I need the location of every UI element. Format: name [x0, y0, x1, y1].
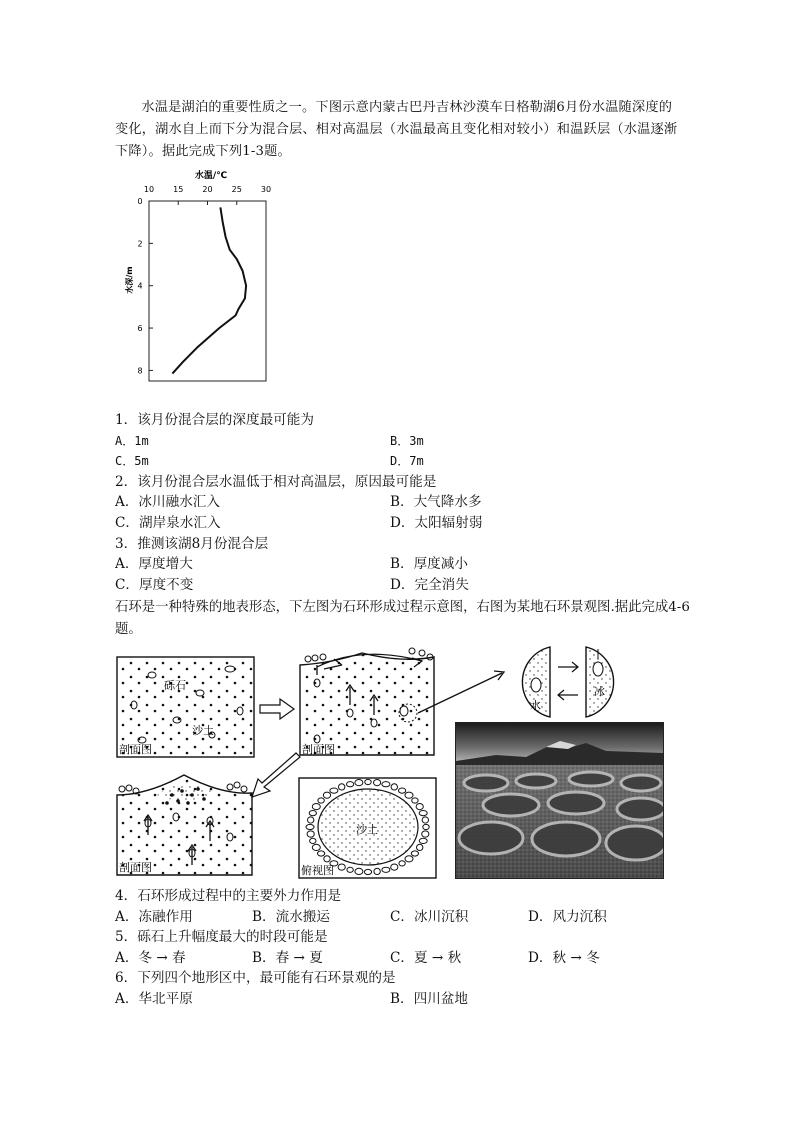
label-profile-3: 剖面图 [119, 861, 152, 874]
y-tick-label: 0 [137, 197, 143, 206]
answer-option[interactable]: A．厚度增大 [115, 556, 193, 573]
y-tick-labels [137, 197, 142, 375]
water-temperature-chart [118, 168, 278, 390]
profile-panel-2 [300, 648, 434, 756]
answer-option[interactable]: D．完全消失 [390, 576, 469, 593]
intro-paragraph: 水温是湖泊的重要性质之一。下图示意内蒙古巴丹吉林沙漠车日格勒湖6月份水温随深度的变化，湖水自上而下分为混合层、相对高温层（水温最高且变化相对较小）和温跃层（水温逐渐下降）。据此完成下列1-3题。 [115, 100, 678, 159]
label-soil-top: 沙土 [356, 823, 378, 836]
y-tick-label: 8 [137, 366, 143, 376]
x-tick-label: 20 [202, 185, 213, 194]
answer-option[interactable]: D．7m [390, 454, 424, 469]
label-water: 水 [530, 699, 541, 712]
question-stem: 2．该月份混合层水温低于相对高温层，原因最可能是 [115, 473, 437, 490]
answer-option[interactable]: B．春 → 夏 [252, 949, 323, 966]
answer-option[interactable]: C．湖岸泉水汇入 [115, 515, 221, 531]
answer-option[interactable]: A．1m [115, 433, 149, 448]
x-tick-label: 15 [173, 185, 184, 194]
chart-xlabel: 水温/℃ [194, 171, 228, 181]
label-profile-1: 剖面图 [119, 743, 152, 756]
question-stem: 3．推测该湖8月份混合层 [115, 535, 269, 552]
label-ice: 冰 [594, 685, 605, 698]
question-stem: 1．该月份混合层的深度最可能为 [115, 412, 314, 428]
answer-option[interactable]: D．秋 → 冬 [528, 949, 600, 966]
question-stem: 6．下列四个地形区中，最可能有石环景观的是 [115, 970, 396, 987]
label-gravel: 砾石 [164, 679, 186, 692]
profile-panel-1 [117, 657, 254, 757]
x-tick-label: 30 [260, 185, 272, 194]
answer-option[interactable]: C．夏 → 秋 [390, 949, 462, 966]
y-tick-label: 6 [137, 324, 143, 334]
x-tick-label: 25 [231, 185, 242, 194]
answer-option[interactable]: B．流水搬运 [252, 908, 330, 925]
answer-option[interactable]: D．太阳辐射弱 [390, 515, 483, 531]
arrow-down-left [252, 753, 300, 797]
answer-option[interactable]: C．冰川沉积 [390, 908, 469, 925]
label-profile-2: 剖面图 [302, 743, 335, 756]
label-soil: 沙土 [192, 724, 214, 737]
intro-stone-ring: 石环是一种特殊的地表形态，下左图为石环形成过程示意图，右图为某地石环景观图.据此完成4-6题。 [115, 600, 690, 637]
x-tick-label: 10 [143, 185, 155, 194]
question-stem: 5．砾石上升幅度最大的时段可能是 [115, 929, 328, 946]
answer-option[interactable]: A．华北平原 [115, 991, 193, 1007]
answer-option[interactable]: D．风力沉积 [528, 908, 607, 925]
question-stem: 4．石环形成过程中的主要外力作用是 [115, 888, 342, 904]
answer-option[interactable]: A．冻融作用 [115, 908, 193, 925]
x-tick-labels [144, 185, 271, 194]
freeze-thaw-detail [522, 647, 613, 717]
answer-option[interactable]: C．5m [115, 454, 149, 469]
answer-option[interactable]: A．冬 → 春 [115, 949, 186, 966]
temperature-depth-curve [172, 207, 246, 373]
answer-option[interactable]: C．厚度不变 [115, 576, 194, 593]
answer-option[interactable]: A．冰川融水汇入 [115, 494, 220, 511]
label-top-view: 俯视图 [301, 864, 334, 877]
chart-ylabel: 水深/m [125, 266, 134, 294]
y-tick-label: 2 [137, 239, 143, 249]
answer-option[interactable]: B．3m [390, 433, 424, 448]
top-view-panel [299, 778, 436, 878]
profile-panel-3 [117, 775, 252, 875]
stone-ring-landscape-photo [455, 722, 664, 879]
answer-option[interactable]: B．厚度减小 [390, 556, 468, 573]
tick-marks [149, 201, 266, 370]
answer-option[interactable]: B．四川盆地 [390, 991, 468, 1007]
arrow-right-1 [260, 699, 294, 719]
answer-option[interactable]: B．大气降水多 [390, 494, 482, 511]
y-tick-label: 4 [137, 281, 143, 291]
plot-frame [149, 201, 266, 381]
